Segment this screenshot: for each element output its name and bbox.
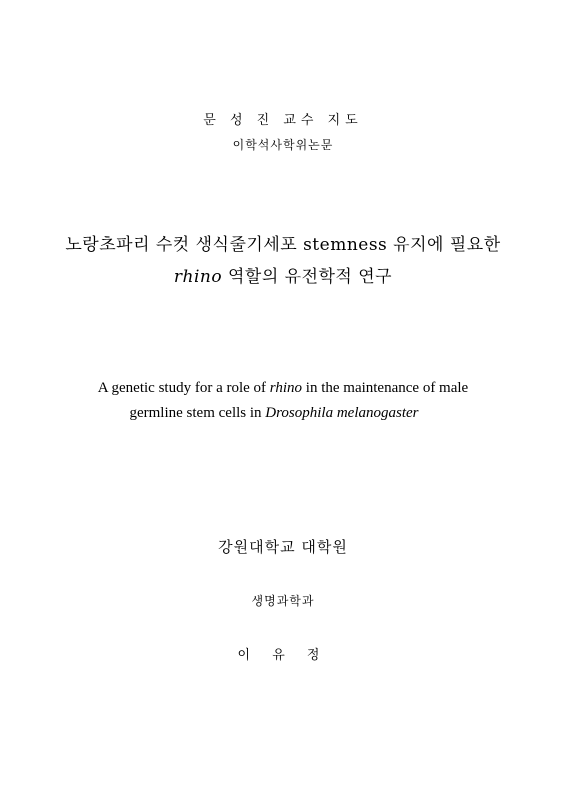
korean-title-line-1 [0, 230, 566, 255]
english-title-text-2: germline stem cells in [129, 405, 266, 421]
korean-title-gene-name: rhino [173, 267, 223, 287]
korean-title-text: 노랑초파리 수컷 생식줄기세포 [65, 235, 304, 255]
korean-title-line-2 [0, 262, 566, 287]
advisor-line: 문 성 진 교수 지도 [203, 113, 363, 128]
english-title-line-1 [0, 380, 566, 397]
english-title-text-end: in the maintenance of male [302, 380, 469, 396]
department-name: 생명과학과 [251, 594, 315, 608]
english-title-gene-name: rhino [269, 380, 303, 396]
korean-title-latin-term: stemness [303, 235, 388, 255]
korean-title-text-2: 역할의 유전학적 연구 [222, 267, 393, 287]
school-name: 강원대학교 대학원 [218, 538, 348, 556]
korean-title-text-end: 유지에 필요한 [387, 235, 501, 255]
english-title-text: A genetic study for a role of [97, 380, 270, 396]
english-title-species-name: Drosophila melanogaster [265, 405, 419, 421]
author-name: 이 유 정 [237, 648, 329, 663]
degree-line: 이학석사학위논문 [232, 138, 334, 152]
english-title-line-2 [0, 405, 557, 422]
